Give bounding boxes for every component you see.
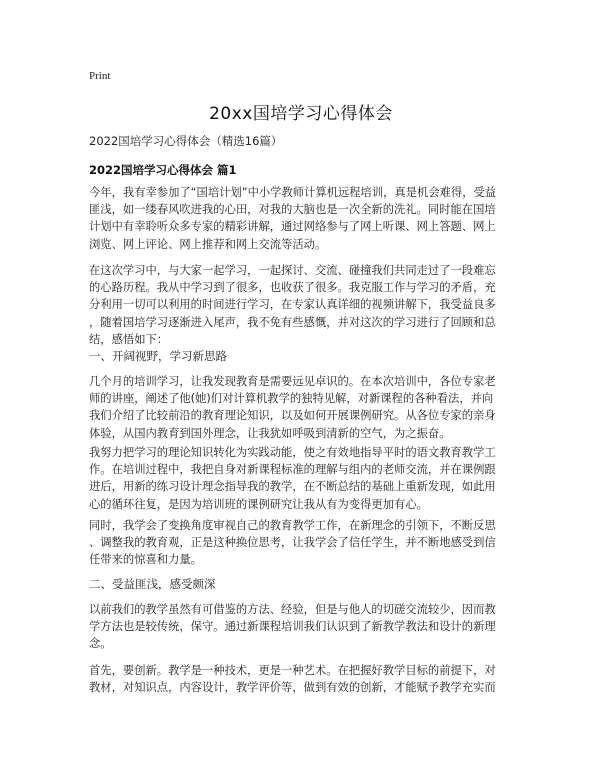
paragraph-line: 首先，要创新。教学是一种技术，更是一种艺术。在把握好教学目标的前提下，对 — [89, 664, 496, 677]
subheading-2: 二、受益匪浅，感受颇深 — [89, 577, 216, 591]
paragraph-line: 同时，我学会了变换角度审视自己的教育教学工作，在新理念的引领下，不断反思 — [89, 519, 496, 532]
paragraph-1 — [89, 184, 513, 253]
paragraph-line: 的心路历程。我从中学习到了很多，也收获了很多。我克服工作与学习的矛盾，充 — [89, 281, 496, 295]
paragraph-line: 教材，对知识点，内容设计，教学评价等，做到有效的创新，才能赋予教学充实而 — [89, 681, 496, 695]
paragraph-line: 师的讲座，阐述了他(她)们对计算机教学的独特见解，对新课程的各种看法，并向 — [89, 392, 494, 406]
paragraph-2 — [89, 262, 513, 348]
print-label[interactable]: Print — [89, 70, 111, 82]
paragraph-5 — [89, 517, 513, 569]
paragraph-line: 匪浅，如一缕春风吹进我的心田，对我的大脑也是一次全新的洗礼。同时能在国培 — [89, 203, 496, 217]
document-subtitle: 2022国培学习心得体会（精选16篇） — [89, 134, 283, 148]
paragraph-3 — [89, 373, 513, 442]
paragraph-line: 分利用一切可以利用的时间进行学习，在专家认真详细的视频讲解下，我受益良多 — [89, 298, 496, 312]
paragraph-line: ，随着国培学习逐渐进入尾声，我不免有些感慨，并对这次的学习进行了回顾和总 — [89, 315, 496, 329]
paragraph-line: 计划中有幸聆听众多专家的精彩讲解，通过网络参与了网上听课、网上答题、网上 — [89, 220, 496, 234]
paragraph-4 — [89, 444, 513, 513]
paragraph-6 — [89, 601, 513, 653]
paragraph-line: 在这次学习中，与大家一起学习，一起探讨、交流、碰撞我们共同走过了一段难忘 — [89, 264, 496, 277]
subheading-1: 一、开阔视野，学习新思路 — [89, 349, 227, 363]
paragraph-line: 我努力把学习的理论知识转化为实践动能，使之有效地指导平时的语文教育教学工 — [89, 446, 496, 459]
paragraph-line: 体验，从国内教育到国外理念，让我犹如呼吸到清新的空气，为之振奋。 — [89, 426, 451, 440]
paragraph-line: 学方法也是较传统，保守。通过新课程培训我们认识到了新教学教法和设计的新理 — [89, 620, 496, 634]
paragraph-line: 、调整我的教育观，正是这种换位思考，让我学会了信任学生，并不断地感受到信 — [89, 536, 496, 550]
paragraph-line: 任带来的惊喜和力量。 — [89, 553, 202, 567]
paragraph-line: 进后，用新的练习设计理念指导我的教学，在不断总结的基础上重新发现，如此用 — [89, 480, 496, 494]
paragraph-line: 浏览、网上评论、网上推荐和网上交流等活动。 — [89, 237, 327, 251]
page-title: 20xx国培学习心得体会 — [209, 104, 393, 124]
paragraph-line: 今年，我有幸参加了“国培计划”中小学教师计算机远程培训，真是机会难得，受益 — [89, 186, 497, 199]
paragraph-line: 以前我们的教学虽然有可借鉴的方法、经验，但是与他人的切磋交流较少，因而教 — [89, 603, 496, 616]
paragraph-line: 几个月的培训学习，让我发现教育是需要远见卓识的。在本次培训中，各位专家老 — [89, 375, 496, 388]
paragraph-7 — [89, 662, 513, 696]
section-heading: 2022国培学习心得体会 篇1 — [89, 163, 237, 177]
paragraph-line: 心的循环往复，是因为培训班的课例研究让我从有为变得更加有心。 — [89, 497, 428, 511]
paragraph-line: 念。 — [89, 637, 112, 651]
paragraph-line: 作。在培训过程中，我把自身对新课程标准的理解与组内的老师交流，并在课例跟 — [89, 463, 496, 477]
paragraph-line: 我们介绍了比较前沿的教育理论知识，以及如何开展课例研究。从各位专家的亲身 — [89, 409, 496, 423]
paragraph-line: 结，感悟如下： — [89, 332, 169, 346]
